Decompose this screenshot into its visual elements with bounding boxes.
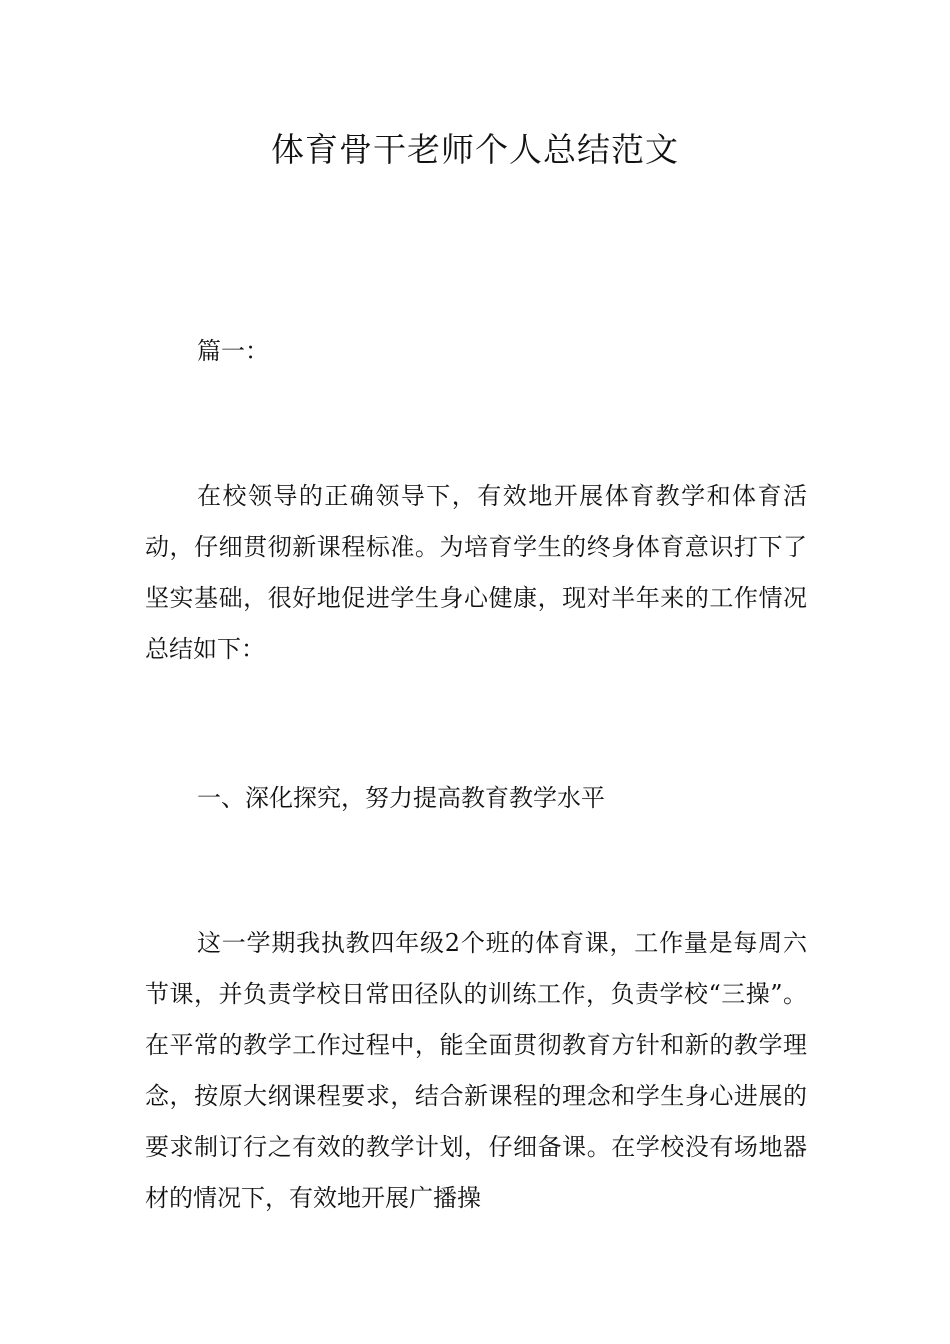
paragraph-teaching: 这一学期我执教四年级2个班的体育课，工作量是每周六节课，并负责学校日常田径队的训练工作，负责学校“三操”。在平常的教学工作过程中，能全面贯彻教育方针和新的教学理念，按原大纲课程要求，结合新课程的理念和学生身心进展的要求制订行之有效的教学计划，仔细备课。在学校没有场地器材的情况下，有效地开展广播操	[145, 929, 807, 1212]
paragraph-intro: 在校领导的正确领导下，有效地开展体育教学和体育活动，仔细贯彻新课程标准。为培育学生的终身体育意识打下了坚实基础，很好地促进学生身心健康，现对半年来的工作情况总结如下：	[145, 482, 807, 663]
document-title: 体育骨干老师个人总结范文	[271, 130, 679, 169]
part-label: 篇一：	[197, 337, 269, 365]
section-heading: 一、深化探究，努力提高教育教学水平	[197, 784, 605, 812]
